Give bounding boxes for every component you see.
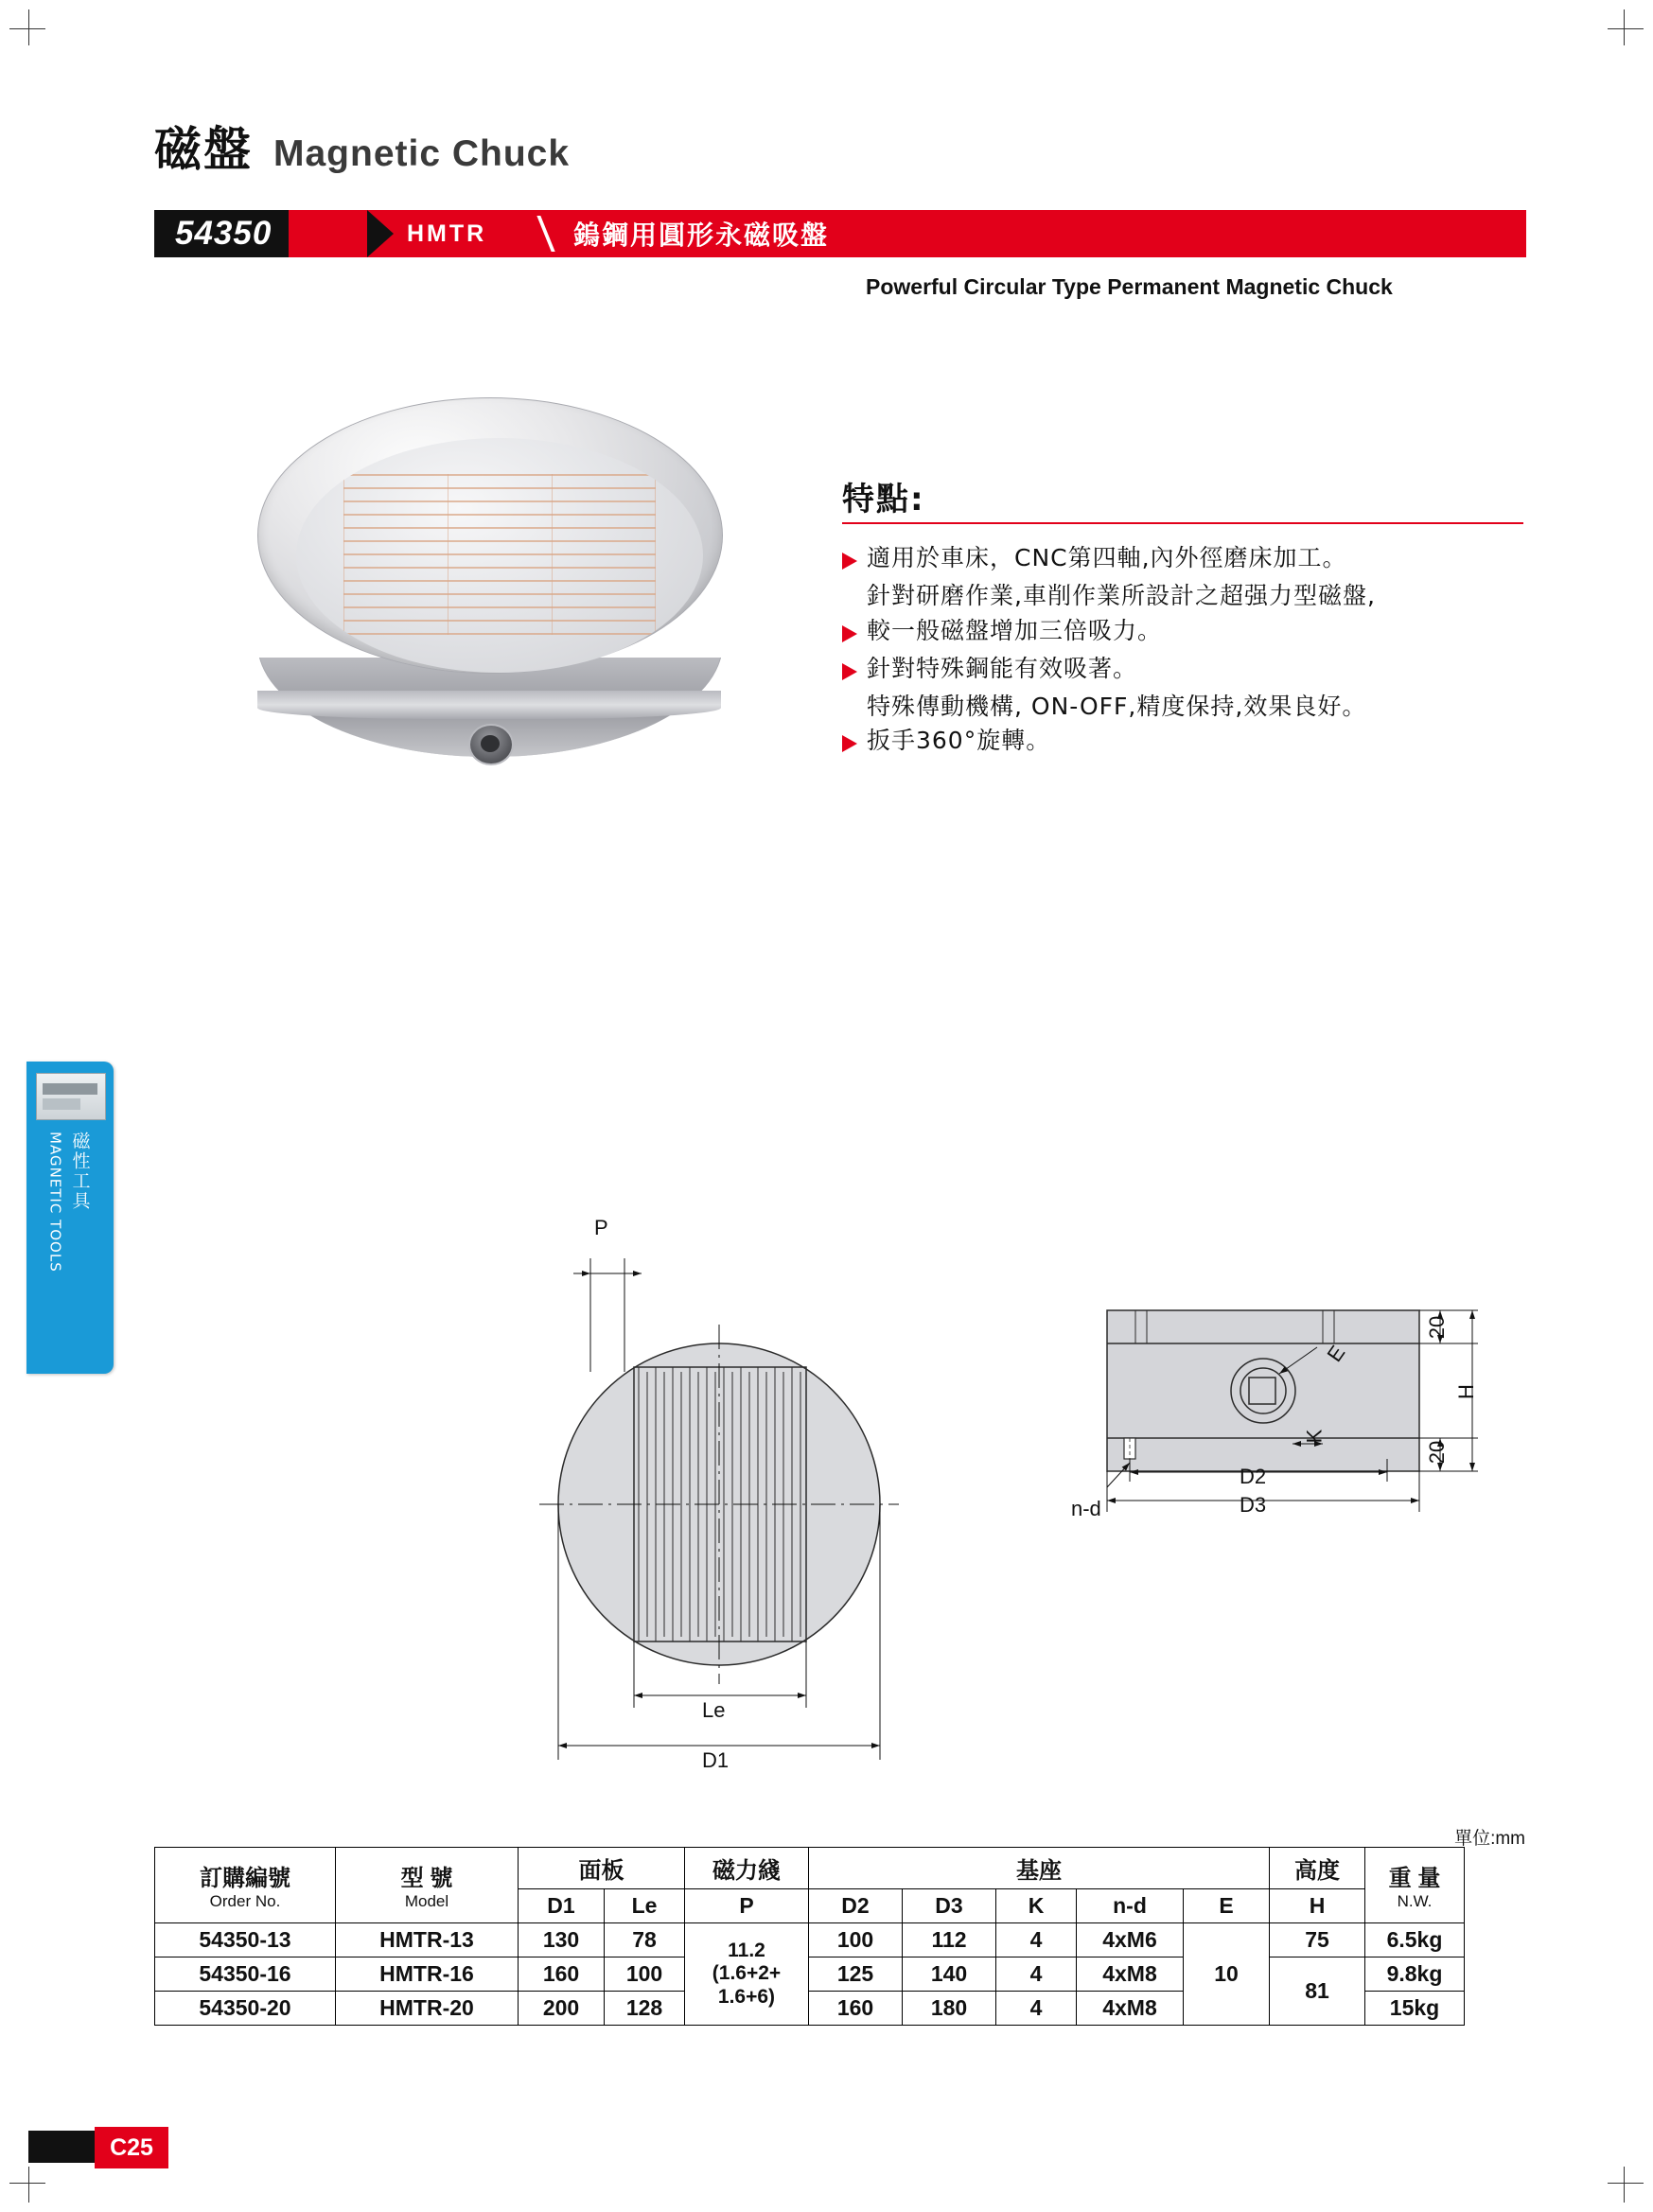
- feature-text: 針對特殊鋼能有效吸著。: [867, 654, 1138, 682]
- cell-model: HMTR-16: [336, 1957, 519, 1992]
- page-number: C25: [95, 2127, 168, 2168]
- th-d2: D2: [809, 1889, 903, 1923]
- feature-text: 扳手360°旋轉。: [867, 727, 1051, 755]
- list-item: [842, 652, 1542, 686]
- cell-p-line1: 11.2: [728, 1940, 765, 1962]
- cell-k: 4: [996, 1957, 1077, 1992]
- dim-label-k: K: [1302, 1429, 1327, 1444]
- dim-label-h: H: [1453, 1384, 1478, 1399]
- cell-order-no: 54350-16: [155, 1957, 336, 1992]
- chuck-band: [257, 691, 721, 719]
- features-title: 特點:: [842, 481, 925, 518]
- th-h: H: [1270, 1889, 1365, 1923]
- cell-h-merged: 81: [1270, 1957, 1365, 2026]
- banner-chinese-name: 鎢鋼用圓形永磁吸盤: [573, 219, 830, 251]
- crop-mark: [9, 2183, 45, 2184]
- th-base: 基座: [809, 1848, 1270, 1889]
- crop-mark: [1608, 28, 1644, 29]
- cell-e-merged: 10: [1184, 1923, 1270, 2026]
- features-divider: [842, 522, 1523, 524]
- category-label-cn: 磁性工具: [69, 1132, 91, 1211]
- sidebar-category-tab[interactable]: [26, 1062, 114, 1374]
- cell-nd: 4xM8: [1077, 1957, 1184, 1992]
- th-d1: D1: [519, 1889, 605, 1923]
- product-photo: [248, 378, 740, 851]
- cell-d1: 130: [519, 1923, 605, 1957]
- cell-nw: 15kg: [1365, 1992, 1465, 2026]
- title-chinese: 磁盤: [154, 122, 253, 177]
- list-item: [842, 724, 1542, 758]
- cell-p-merged: [685, 1923, 809, 2026]
- banner-english-name: Powerful Circular Type Permanent Magnetic Chuck: [866, 274, 1393, 299]
- table-row: [155, 1923, 1465, 1957]
- dim-label-le: Le: [702, 1698, 726, 1722]
- cell-d2: 160: [809, 1992, 903, 2026]
- th-le: Le: [605, 1889, 685, 1923]
- cell-nw: 6.5kg: [1365, 1923, 1465, 1957]
- cell-d3: 112: [903, 1923, 996, 1957]
- crop-mark: [1608, 2183, 1644, 2184]
- category-label-en: MAGNETIC TOOLS: [46, 1132, 64, 1273]
- cell-k: 4: [996, 1923, 1077, 1957]
- cell-model: HMTR-13: [336, 1923, 519, 1957]
- cell-model: HMTR-20: [336, 1992, 519, 2026]
- chuck-face: [296, 438, 703, 673]
- cell-d3: 180: [903, 1992, 996, 2026]
- cell-order-no: 54350-20: [155, 1992, 336, 2026]
- cell-nw: 9.8kg: [1365, 1957, 1465, 1992]
- crop-mark: [1624, 2167, 1625, 2203]
- bullet-triangle-icon: [842, 663, 857, 680]
- product-code: 54350: [154, 210, 289, 257]
- crop-mark: [9, 28, 45, 29]
- th-order-no-sub: Order No.: [209, 1892, 281, 1910]
- crop-mark: [1624, 9, 1625, 45]
- crop-mark: [28, 9, 29, 45]
- dim-label-nd: n-d: [1071, 1497, 1101, 1520]
- th-d3: D3: [903, 1889, 996, 1923]
- dim-label-e: E: [1322, 1341, 1350, 1366]
- feature-subtext: 針對研磨作業,車削作業所設計之超强力型磁盤,: [867, 582, 1376, 610]
- dim-label-d1: D1: [702, 1748, 730, 1772]
- list-item: [842, 541, 1542, 575]
- th-weight-sub: N.W.: [1397, 1892, 1433, 1910]
- chuck-top-surface: [257, 397, 723, 674]
- cell-k: 4: [996, 1992, 1077, 2026]
- cell-nd: 4xM6: [1077, 1923, 1184, 1957]
- page-title: [154, 112, 570, 180]
- th-magnetic: 磁力綫: [685, 1848, 809, 1889]
- dim-label-d3: D3: [1240, 1493, 1267, 1517]
- drawing-svg: [492, 1230, 1495, 1817]
- feature-subtext: 特殊傳動機構, ON-OFF,精度保持,效果良好。: [867, 693, 1367, 720]
- th-e: E: [1184, 1889, 1270, 1923]
- category-thumbnail-icon: [36, 1073, 106, 1120]
- product-series: HMTR: [407, 219, 487, 247]
- code-arrow-icon: [367, 210, 394, 257]
- cell-d1: 200: [519, 1992, 605, 2026]
- cell-p-line2: (1.6+2+: [712, 1962, 782, 1985]
- category-label: [26, 1132, 114, 1368]
- feature-text: 適用於車床，CNC第四軸,內外徑磨床加工。: [867, 544, 1347, 571]
- cell-d3: 140: [903, 1957, 996, 1992]
- title-english: Magnetic Chuck: [273, 133, 571, 174]
- wrench-socket: [468, 724, 514, 765]
- spec-table: [154, 1847, 1465, 2026]
- bullet-triangle-icon: [842, 553, 857, 570]
- cell-h: 75: [1270, 1923, 1365, 1957]
- cell-le: 78: [605, 1923, 685, 1957]
- feature-text: 較一般磁盤增加三倍吸力。: [867, 616, 1163, 644]
- cell-d1: 160: [519, 1957, 605, 1992]
- cell-p-line3: 1.6+6): [717, 1985, 776, 2008]
- th-k: K: [996, 1889, 1077, 1923]
- pole-stripes: [343, 474, 656, 635]
- th-model-label: 型 號: [400, 1866, 453, 1891]
- th-nd: n-d: [1077, 1889, 1184, 1923]
- bullet-triangle-icon: [842, 625, 857, 642]
- cell-d2: 100: [809, 1923, 903, 1957]
- bullet-triangle-icon: [842, 735, 857, 752]
- th-p: P: [685, 1889, 809, 1923]
- unit-note: 單位:mm: [1454, 1829, 1525, 1849]
- th-model: [336, 1848, 519, 1923]
- th-panel: 面板: [519, 1848, 685, 1889]
- product-banner: [154, 210, 1526, 257]
- th-weight-label: 重 量: [1388, 1866, 1441, 1891]
- th-order-no: [155, 1848, 336, 1923]
- dim-label-p: P: [594, 1216, 608, 1239]
- technical-drawing: [492, 1216, 1495, 1817]
- cell-le: 100: [605, 1957, 685, 1992]
- th-height: 高度: [1270, 1848, 1365, 1889]
- th-order-no-label: 訂購編號: [200, 1866, 290, 1891]
- th-model-sub: Model: [404, 1892, 449, 1910]
- dim-label-bottom20: 20: [1425, 1440, 1450, 1465]
- th-weight: [1365, 1848, 1465, 1923]
- cell-d2: 125: [809, 1957, 903, 1992]
- table-header-row: [155, 1848, 1465, 1889]
- crop-mark: [28, 2167, 29, 2203]
- dim-label-top20: 20: [1425, 1315, 1450, 1340]
- dim-label-d2: D2: [1240, 1465, 1267, 1488]
- cell-nd: 4xM8: [1077, 1992, 1184, 2026]
- features-list: [842, 541, 1542, 763]
- cell-le: 128: [605, 1992, 685, 2026]
- list-item: [842, 614, 1542, 648]
- cell-order-no: 54350-13: [155, 1923, 336, 1957]
